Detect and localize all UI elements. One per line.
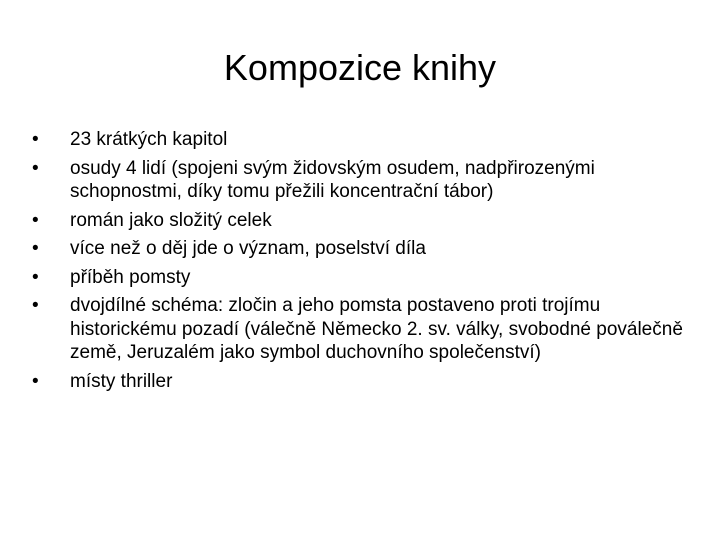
bullet-text: místy thriller xyxy=(70,370,173,392)
bullet-item xyxy=(30,237,695,261)
bullet-marker: • xyxy=(32,295,39,316)
bullet-list xyxy=(30,128,695,398)
bullet-marker: • xyxy=(32,238,39,259)
bullet-text: osudy 4 lidí (spojeni svým židovským osudem, nadpřirozenými schopnostmi, díky tomu přežili koncentrační tábor) xyxy=(70,157,595,202)
bullet-item xyxy=(30,294,695,365)
bullet-marker: • xyxy=(32,209,39,231)
bullet-item xyxy=(30,266,695,290)
bullet-text: román jako složitý celek xyxy=(70,209,272,231)
bullet-text: více než o děj jde o význam, poselství díla xyxy=(70,238,426,259)
bullet-marker: • xyxy=(32,370,39,392)
bullet-text: příběh pomsty xyxy=(70,266,191,288)
slide-title: Kompozice knihy xyxy=(223,47,497,88)
bullet-marker: • xyxy=(32,157,39,179)
bullet-text: dvojdílné schéma: zločin a jeho pomsta postaveno proti trojímu historickému pozadí (válečně Německo 2. sv. války, svobodné poválečně země, Jeruzalém jako symbol duchovního společenství) xyxy=(70,295,683,363)
bullet-item xyxy=(30,209,695,233)
bullet-item xyxy=(30,370,695,394)
bullet-text: 23 krátkých kapitol xyxy=(70,129,228,150)
bullet-marker: • xyxy=(32,129,39,150)
bullet-item xyxy=(30,157,695,204)
bullet-marker: • xyxy=(32,266,39,288)
bullet-item xyxy=(30,128,695,152)
